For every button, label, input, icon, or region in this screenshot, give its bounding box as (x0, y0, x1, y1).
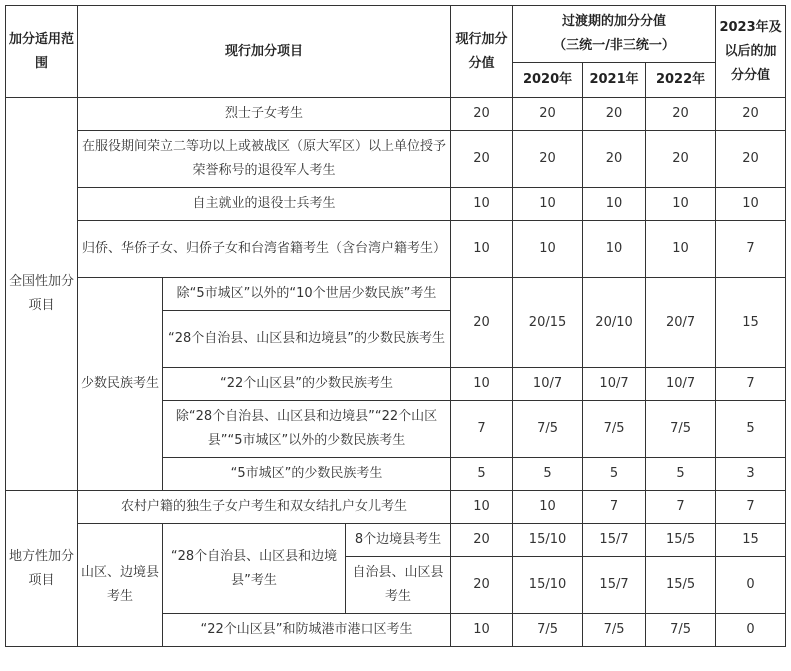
header-current: 现行加分分值 (451, 6, 513, 98)
value-after: 5 (716, 401, 786, 458)
value-2021: 7/5 (583, 614, 646, 647)
group-county28: “28个自治县、山区县和边境县”考生 (163, 524, 346, 614)
value-2022: 20/7 (646, 278, 716, 368)
value-after: 15 (716, 278, 786, 368)
value-2022: 7/5 (646, 401, 716, 458)
item-cell: 归侨、华侨子女、归侨子女和台湾省籍考生（含台湾户籍考生） (78, 221, 451, 278)
current-value: 10 (451, 614, 513, 647)
header-year-2020: 2020年 (513, 63, 583, 98)
header-row-1 (6, 6, 786, 63)
group-national: 全国性加分项目 (6, 98, 78, 491)
current-value: 7 (451, 401, 513, 458)
current-value: 10 (451, 491, 513, 524)
table-row (6, 491, 786, 524)
value-after: 7 (716, 368, 786, 401)
value-2022: 7/5 (646, 614, 716, 647)
value-2020: 20 (513, 131, 583, 188)
value-after: 7 (716, 491, 786, 524)
table-row (6, 221, 786, 278)
value-2020: 10 (513, 188, 583, 221)
item-cell: “22个山区县”的少数民族考生 (163, 368, 451, 401)
table-row (6, 131, 786, 188)
group-mountain-border: 山区、边境县考生 (78, 524, 163, 647)
value-2021: 7 (583, 491, 646, 524)
value-2021: 15/7 (583, 557, 646, 614)
value-2021: 10/7 (583, 368, 646, 401)
value-2021: 20 (583, 98, 646, 131)
current-value: 20 (451, 98, 513, 131)
item-cell: 自主就业的退役士兵考生 (78, 188, 451, 221)
item-cell: “28个自治县、山区县和边境县”的少数民族考生 (163, 311, 451, 368)
value-2022: 20 (646, 98, 716, 131)
header-transition-title: 过渡期的加分分值 (562, 14, 667, 29)
table-row (6, 98, 786, 131)
value-2022: 15/5 (646, 524, 716, 557)
value-2020: 15/10 (513, 524, 583, 557)
value-2021: 7/5 (583, 401, 646, 458)
value-after: 15 (716, 524, 786, 557)
value-2021: 10 (583, 221, 646, 278)
header-after-2023: 2023年及以后的加分分值 (716, 6, 786, 98)
value-2022: 5 (646, 458, 716, 491)
value-2020: 20 (513, 98, 583, 131)
current-value: 20 (451, 131, 513, 188)
value-2020: 7/5 (513, 401, 583, 458)
value-2020: 15/10 (513, 557, 583, 614)
current-value: 5 (451, 458, 513, 491)
value-2022: 20 (646, 131, 716, 188)
item-cell: 烈士子女考生 (78, 98, 451, 131)
value-after: 20 (716, 131, 786, 188)
value-after: 20 (716, 98, 786, 131)
value-2021: 5 (583, 458, 646, 491)
header-year-2021: 2021年 (583, 63, 646, 98)
header-scope: 加分适用范围 (6, 6, 78, 98)
item-cell: 自治县、山区县考生 (346, 557, 451, 614)
current-value: 20 (451, 557, 513, 614)
item-cell: 除“5市城区”以外的“10个世居少数民族”考生 (163, 278, 451, 311)
current-value: 10 (451, 188, 513, 221)
group-local: 地方性加分项目 (6, 491, 78, 647)
group-minority: 少数民族考生 (78, 278, 163, 491)
value-after: 7 (716, 221, 786, 278)
current-value: 20 (451, 524, 513, 557)
item-cell: 除“28个自治县、山区县和边境县”“22个山区县”“5市城区”以外的少数民族考生 (163, 401, 451, 458)
item-cell: 在服役期间荣立二等功以上或被战区（原大军区）以上单位授予荣誉称号的退役军人考生 (78, 131, 451, 188)
table-row (6, 524, 786, 557)
value-2021: 15/7 (583, 524, 646, 557)
value-after: 10 (716, 188, 786, 221)
current-value: 20 (451, 278, 513, 368)
item-cell: 农村户籍的独生子女户考生和双女结扎户女儿考生 (78, 491, 451, 524)
value-2022: 10 (646, 188, 716, 221)
header-item: 现行加分项目 (78, 6, 451, 98)
value-2020: 10/7 (513, 368, 583, 401)
value-2021: 20 (583, 131, 646, 188)
value-2022: 10 (646, 221, 716, 278)
value-2020: 7/5 (513, 614, 583, 647)
value-2020: 5 (513, 458, 583, 491)
current-value: 10 (451, 368, 513, 401)
value-2022: 7 (646, 491, 716, 524)
value-after: 3 (716, 458, 786, 491)
item-cell: 8个边境县考生 (346, 524, 451, 557)
value-after: 0 (716, 614, 786, 647)
header-transition-sub: （三统一/非三统一） (553, 38, 675, 53)
value-2020: 20/15 (513, 278, 583, 368)
item-cell: “22个山区县”和防城港市港口区考生 (163, 614, 451, 647)
value-2022: 10/7 (646, 368, 716, 401)
value-2021: 10 (583, 188, 646, 221)
bonus-points-table (5, 5, 786, 647)
item-cell: “5市城区”的少数民族考生 (163, 458, 451, 491)
table-row (6, 278, 786, 311)
value-2022: 15/5 (646, 557, 716, 614)
value-2021: 20/10 (583, 278, 646, 368)
current-value: 10 (451, 221, 513, 278)
header-year-2022: 2022年 (646, 63, 716, 98)
value-2020: 10 (513, 221, 583, 278)
header-transition (513, 6, 716, 63)
table-row (6, 188, 786, 221)
value-2020: 10 (513, 491, 583, 524)
value-after: 0 (716, 557, 786, 614)
